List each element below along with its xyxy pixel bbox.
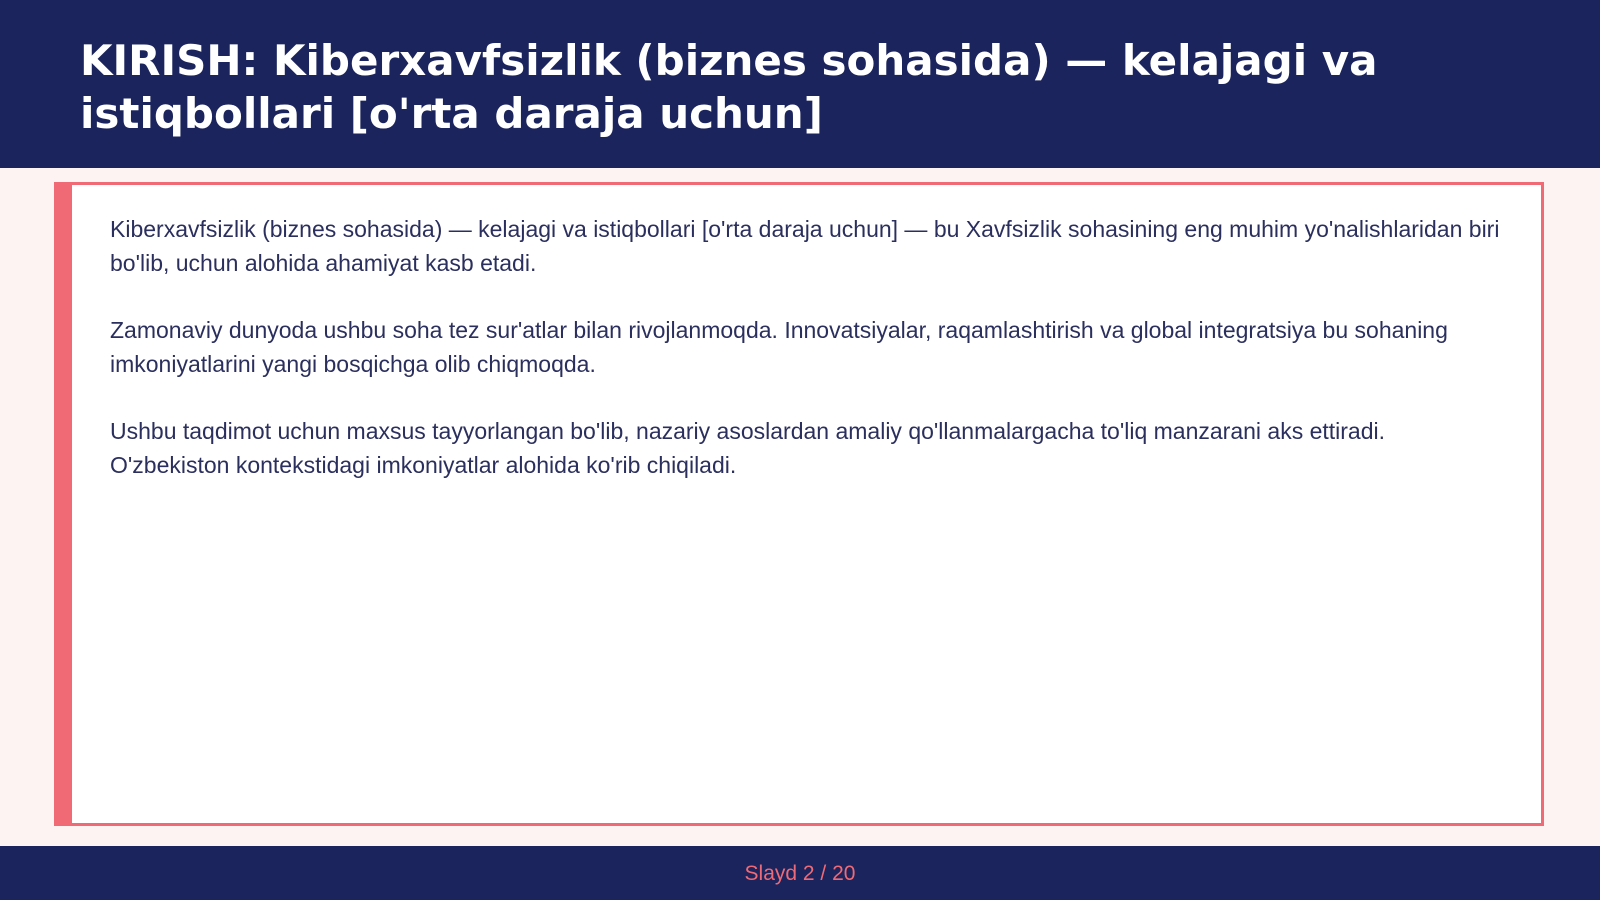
slide-content <box>110 212 1505 515</box>
paragraph-introduction: Kiberxavfsizlik (biznes sohasida) — kelajagi va istiqbollari [o'rta daraja uchun] — bu Xavfsizlik sohasining eng muhim yo'nalishlaridan biri bo'lib, uchun alohida ahamiyat kasb etadi. <box>110 216 1500 276</box>
paragraph-modern-world: Zamonaviy dunyoda ushbu soha tez sur'atlar bilan rivojlanmoqda. Innovatsiyalar, raqamlashtirish va global integratsiya bu sohaning imkoniyatlarini yangi bosqichga olib chiqmoqda. <box>110 317 1448 377</box>
paragraph-presentation-overview: Ushbu taqdimot uchun maxsus tayyorlangan bo'lib, nazariy asoslardan amaliy qo'llanmalargacha to'liq manzarani aks ettiradi. O'zbekiston kontekstidagi imkoniyatlar alohida ko'rib chiqiladi. <box>110 418 1386 478</box>
slide-number: Slayd 2 / 20 <box>744 862 856 885</box>
slide-title: KIRISH: Kiberxavfsizlik (biznes sohasida) — kelajagi va istiqbollari [o'rta daraja uchun] <box>80 36 1378 138</box>
